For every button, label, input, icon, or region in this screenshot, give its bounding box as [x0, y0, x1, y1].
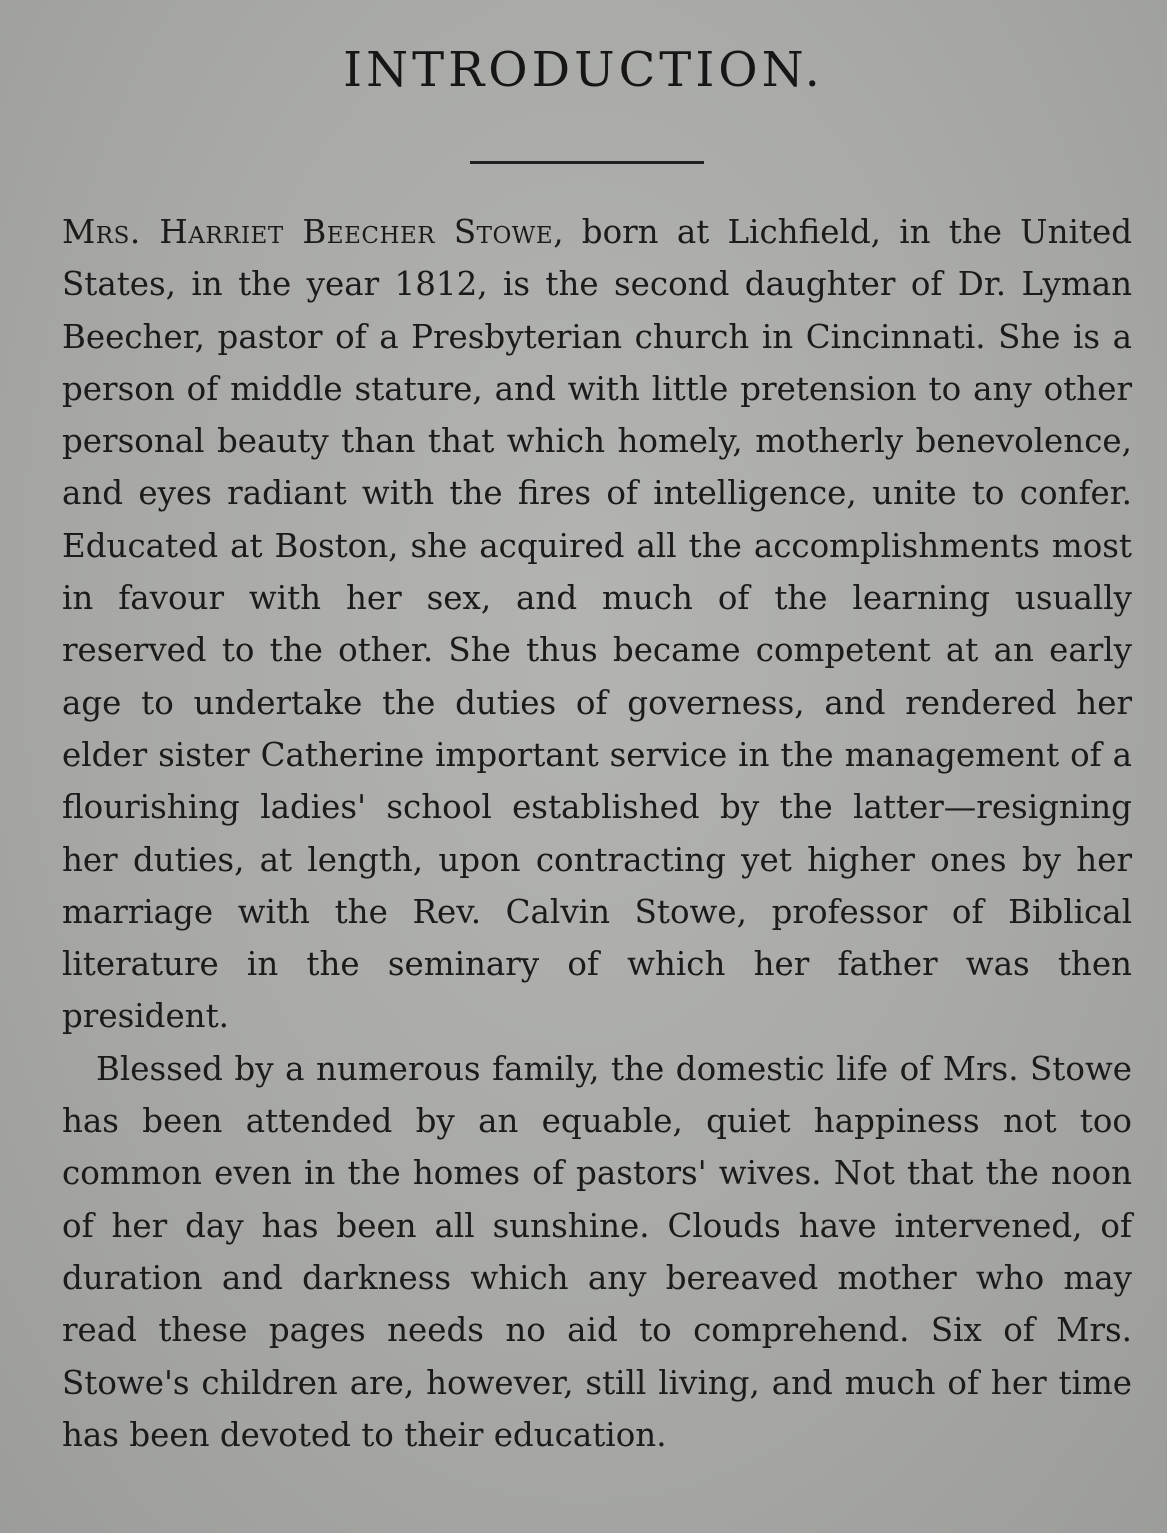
author-name: Mrs. Harriet Beecher Stowe — [62, 213, 554, 251]
body-text — [62, 206, 1132, 1461]
chapter-heading: INTRODUCTION. — [343, 42, 824, 98]
paragraph-1-text: , born at Lichfield, in the United States, in the year 1812, is the second daughter of Dr. Lyman Beecher, pastor of a Presbyterian church in Cincinnati. She is a person of middle stature, and with little pretension to any other personal beauty than that which homely, motherly benevolence, and eyes radiant with the fires of intelligence, unite to confer. Educated at Boston, she acquired all the accomplishments most in favour with her sex, and much of the learning usually reserved to the other. She thus became competent at an early age to undertake the duties of governess, and rendered her elder sister Catherine important service in the management of a flourishing ladies' school established by the latter—resigning her duties, at length, upon contracting yet higher ones by her marriage with the Rev. Calvin Stowe, professor of Biblical literature in the seminary of which her father was then president. — [62, 213, 1132, 1036]
paragraph-2 — [62, 1043, 1132, 1461]
heading-rule — [470, 161, 704, 164]
paragraph-1 — [62, 206, 1132, 1043]
paragraph-2-text: Blessed by a numerous family, the domestic life of Mrs. Stowe has been attended by an equable, quiet happiness not too common even in the homes of pastors' wives. Not that the noon of her day has been all sunshine. Clouds have intervened, of duration and darkness which any bereaved mother who may read these pages needs no aid to comprehend. Six of Mrs. Stowe's children are, however, still living, and much of her time has been devoted to their education. — [62, 1049, 1132, 1454]
